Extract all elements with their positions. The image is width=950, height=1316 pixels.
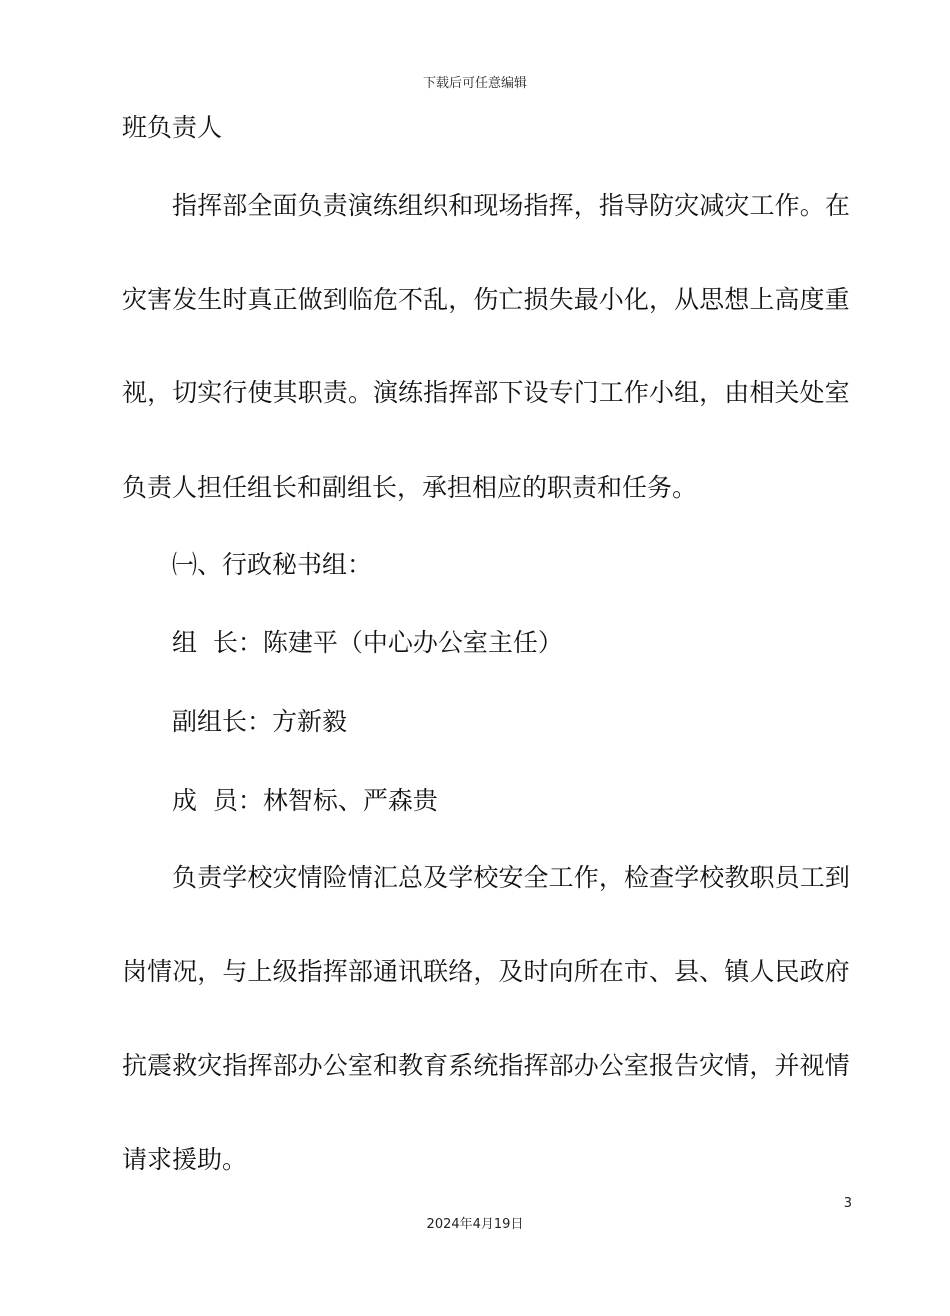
leader-line: 组 长：陈建平（中心办公室主任）: [172, 628, 563, 657]
paragraph-line: 灾 害 发 生 时 真 正 做 到 临 危 不 乱 ， 伤 亡 损 失 最 小 化 ， 从 思 想 上 高 度 重: [122, 285, 850, 314]
paragraph-line: 岗 情 况 ， 与 上 级 指 挥 部 通 讯 联 络 ， 及 时 向 所 在 市 、 县 、 镇 人 民 政 府: [122, 957, 850, 986]
deputy-leader-line: 副组长：方新毅: [172, 707, 348, 736]
paragraph-line: 视 ， 切 实 行 使 其 职 责 。 演 练 指 挥 部 下 设 专 门 工 作 小 组 ， 由 相 关 处 室: [122, 378, 850, 407]
text-line: 班负责人: [122, 113, 223, 142]
members-line: 成 员：林智标、严森贵: [172, 786, 438, 815]
paragraph-line: 负责人担任组长和副组长，承担相应的职责和任务。: [122, 473, 698, 502]
section-heading: ㈠、行政秘书组：: [172, 550, 373, 579]
header-note: 下载后可任意编辑: [422, 76, 527, 91]
paragraph-line: 请求援助。: [122, 1145, 248, 1174]
footer-date: 2024年4月19日: [426, 1217, 524, 1232]
paragraph-line: 抗 震 救 灾 指 挥 部 办 公 室 和 教 育 系 统 指 挥 部 办 公 室 报 告 灾 情 ， 并 视 情: [122, 1051, 850, 1080]
paragraph-line: 负 责 学 校 灾 情 险 情 汇 总 及 学 校 安 全 工 作 ， 检 查 学 校 教 职 员 工 到: [172, 863, 850, 892]
paragraph-line: 指 挥 部 全 面 负 责 演 练 组 织 和 现 场 指 挥 ， 指 导 防 灾 减 灾 工 作 。 在: [172, 191, 850, 220]
page-number: 3: [843, 1196, 852, 1211]
